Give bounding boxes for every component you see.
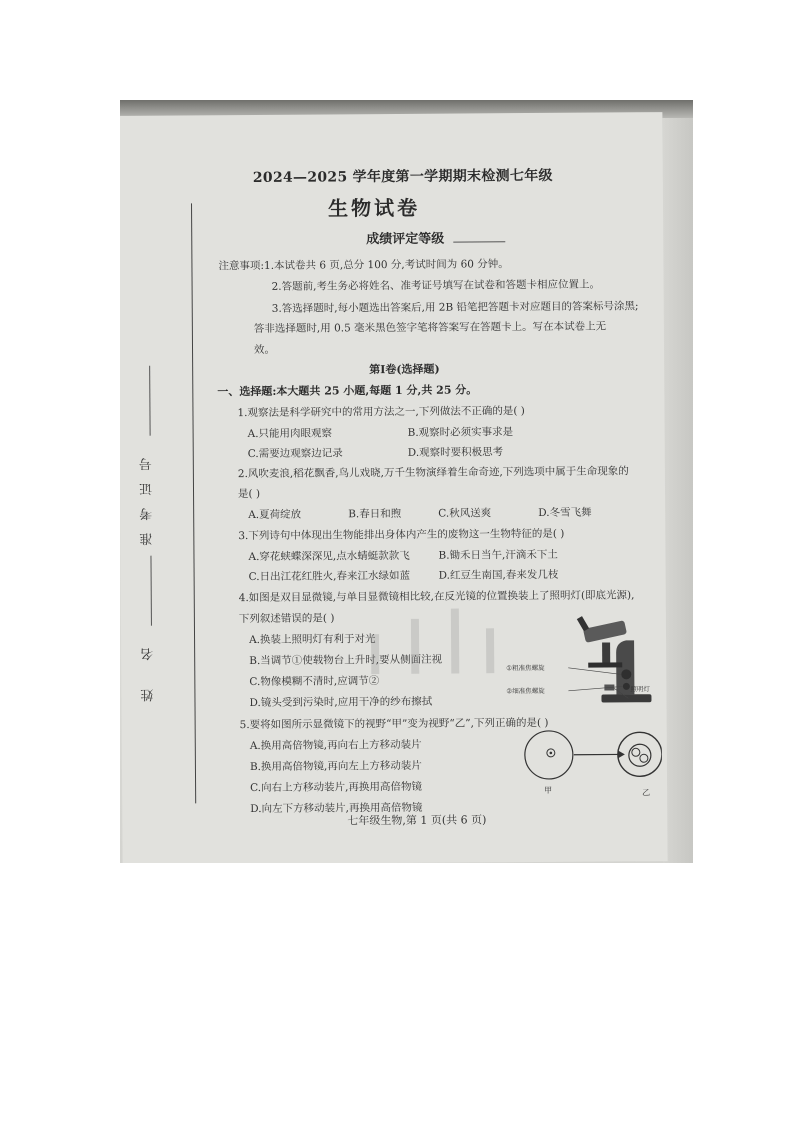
exam-subject-title: 生物试卷	[327, 195, 421, 221]
next-page-edge	[663, 118, 693, 863]
q2-stem: 2.风吹麦浪,稻花飘香,鸟儿戏晓,万千生物演绎着生命奇迹,下列选项中属于生命现象的	[237, 465, 629, 481]
q4-option-c: C.物像模糊不清时,应调节②	[249, 675, 380, 689]
view-a-label: 甲	[544, 785, 553, 795]
q3-option-a: A.穿花蛱蝶深深见,点水蜻蜓款款飞	[248, 549, 410, 564]
q2-option-d: D.冬雪飞舞	[538, 506, 592, 519]
ghost-bar-4	[486, 628, 494, 673]
q1-option-c: C.需要边观察边记录	[247, 447, 343, 461]
q3-stem: 3.下列诗句中体现出生物能排出身体内产生的废物这一生物特征的是( )	[238, 527, 565, 543]
grade-label: 成绩评定等级	[366, 231, 445, 248]
q4-stem-cont: 下列叙述错误的是( )	[238, 612, 335, 626]
q5-stem: 5.要将如图所示显微镜下的视野“甲”变为视野“乙”,下列正确的是( )	[239, 716, 549, 732]
show-through-bars	[361, 603, 501, 674]
photographed-exam-sheet	[120, 100, 693, 863]
q5-option-d: D.向左下方移动装片,再换用高倍物镜	[250, 801, 423, 816]
notes-line-1	[218, 256, 508, 273]
microscope-base	[601, 694, 651, 702]
q1-option-d: D.观察时要积极思考	[407, 446, 504, 459]
q5-option-a: A.换用高倍物镜,再向右上方移动装片	[249, 738, 422, 753]
exam-number-label: 准考证号	[139, 445, 156, 546]
notes-line-3a: 3.答选择题时,每小题选出答案后,用 2B 铅笔把答题卡对应题目的答案标号涂黑;	[271, 300, 639, 315]
stage	[588, 662, 622, 667]
label-line-coarse	[568, 667, 621, 674]
q3-option-b: B.锄禾日当午,汗滴禾下土	[438, 548, 558, 562]
q5-option-b: B.换用高倍物镜,再向左上方移动装片	[249, 759, 422, 774]
microscope-head	[583, 620, 627, 643]
view-b-inner-2	[640, 754, 648, 762]
coarse-focus-label: ①粗准焦螺旋	[506, 663, 545, 673]
view-b-label: 乙	[642, 788, 651, 798]
q4-option-a: A.换装上照明灯有利于对光	[249, 633, 376, 647]
q3-option-d: D.红豆生南国,春来发几枝	[438, 568, 559, 582]
coarse-focus-knob	[621, 669, 631, 679]
q3-option-c: C.日出江花红胜火,春来江水绿如蓝	[248, 569, 410, 584]
ghost-bar-1	[371, 634, 379, 674]
objective-lens	[602, 642, 610, 662]
fine-focus-knob	[623, 683, 630, 690]
binding-line	[191, 203, 196, 803]
section-heading: 一、选择题:本大题共 25 小题,每题 1 分,共 25 分。	[217, 383, 478, 399]
exam-page	[120, 112, 668, 863]
q1-stem: 1.观察法是科学研究中的常用方法之一,下列做法不正确的是( )	[237, 405, 525, 420]
ghost-bar-3	[451, 609, 459, 674]
name-label: 姓 名	[141, 635, 157, 702]
field-of-view-diagram	[522, 722, 663, 798]
notes-line-2: 2.答题前,考生务必将姓名、准考证号填写在试卷和答题卡相应位置上。	[271, 278, 600, 293]
view-a-circle	[525, 731, 573, 779]
page-footer: 七年级生物,第 1 页(共 6 页)	[347, 813, 487, 828]
q2-option-a: A.夏荷绽放	[248, 508, 302, 522]
view-a-nucleus	[550, 752, 553, 755]
notes-label: 注意事项:	[218, 259, 265, 273]
grade-blank-line	[453, 241, 505, 242]
q2-stem-cont: 是( )	[237, 487, 261, 501]
q2-option-c: C.秋风送爽	[438, 507, 492, 520]
q1-option-a: A.只能用肉眼观察	[247, 427, 333, 441]
name-blank	[150, 556, 151, 626]
fine-focus-label: ②细准焦螺旋	[506, 686, 545, 696]
view-arrow-head	[618, 750, 625, 758]
binocular-microscope-figure	[506, 612, 657, 708]
notes-line-3c: 效。	[253, 343, 276, 356]
view-b-inner-1	[632, 748, 640, 756]
lamp-label: 照明灯	[630, 685, 650, 694]
q1-option-b: B.观察时必须实事求是	[407, 426, 514, 439]
eyepiece	[577, 616, 589, 631]
notes-text-1: 1.本试卷共 6 页,总分 100 分,考试时间为 60 分钟。	[263, 258, 509, 272]
section-title: 第Ⅰ卷(选择题)	[369, 362, 440, 377]
exam-number-blank	[149, 366, 150, 436]
view-b-cell	[629, 744, 651, 766]
q2-option-b: B.春日和煦	[348, 507, 402, 521]
q4-stem: 4.如图是双目显微镜,与单目显微镜相比较,在反光镜的位置换装上了照明灯(即底光源),	[238, 589, 635, 605]
exam-year-title: 2024—2025 学年度第一学期期末检测七年级	[252, 167, 553, 186]
ghost-bar-2	[411, 619, 419, 674]
notes-line-3b: 答非选择题时,用 0.5 毫米黑色签字笔将答案写在答题卡上。写在本试卷上无	[253, 320, 607, 335]
q5-option-c: C.向右上方移动装片,再换用高倍物镜	[250, 780, 422, 795]
q4-option-d: D.镜头受到污染时,应用干净的纱布擦拭	[249, 695, 433, 710]
q4-option-b: B.当调节①使载物台上升时,要从侧面注视	[249, 653, 443, 668]
